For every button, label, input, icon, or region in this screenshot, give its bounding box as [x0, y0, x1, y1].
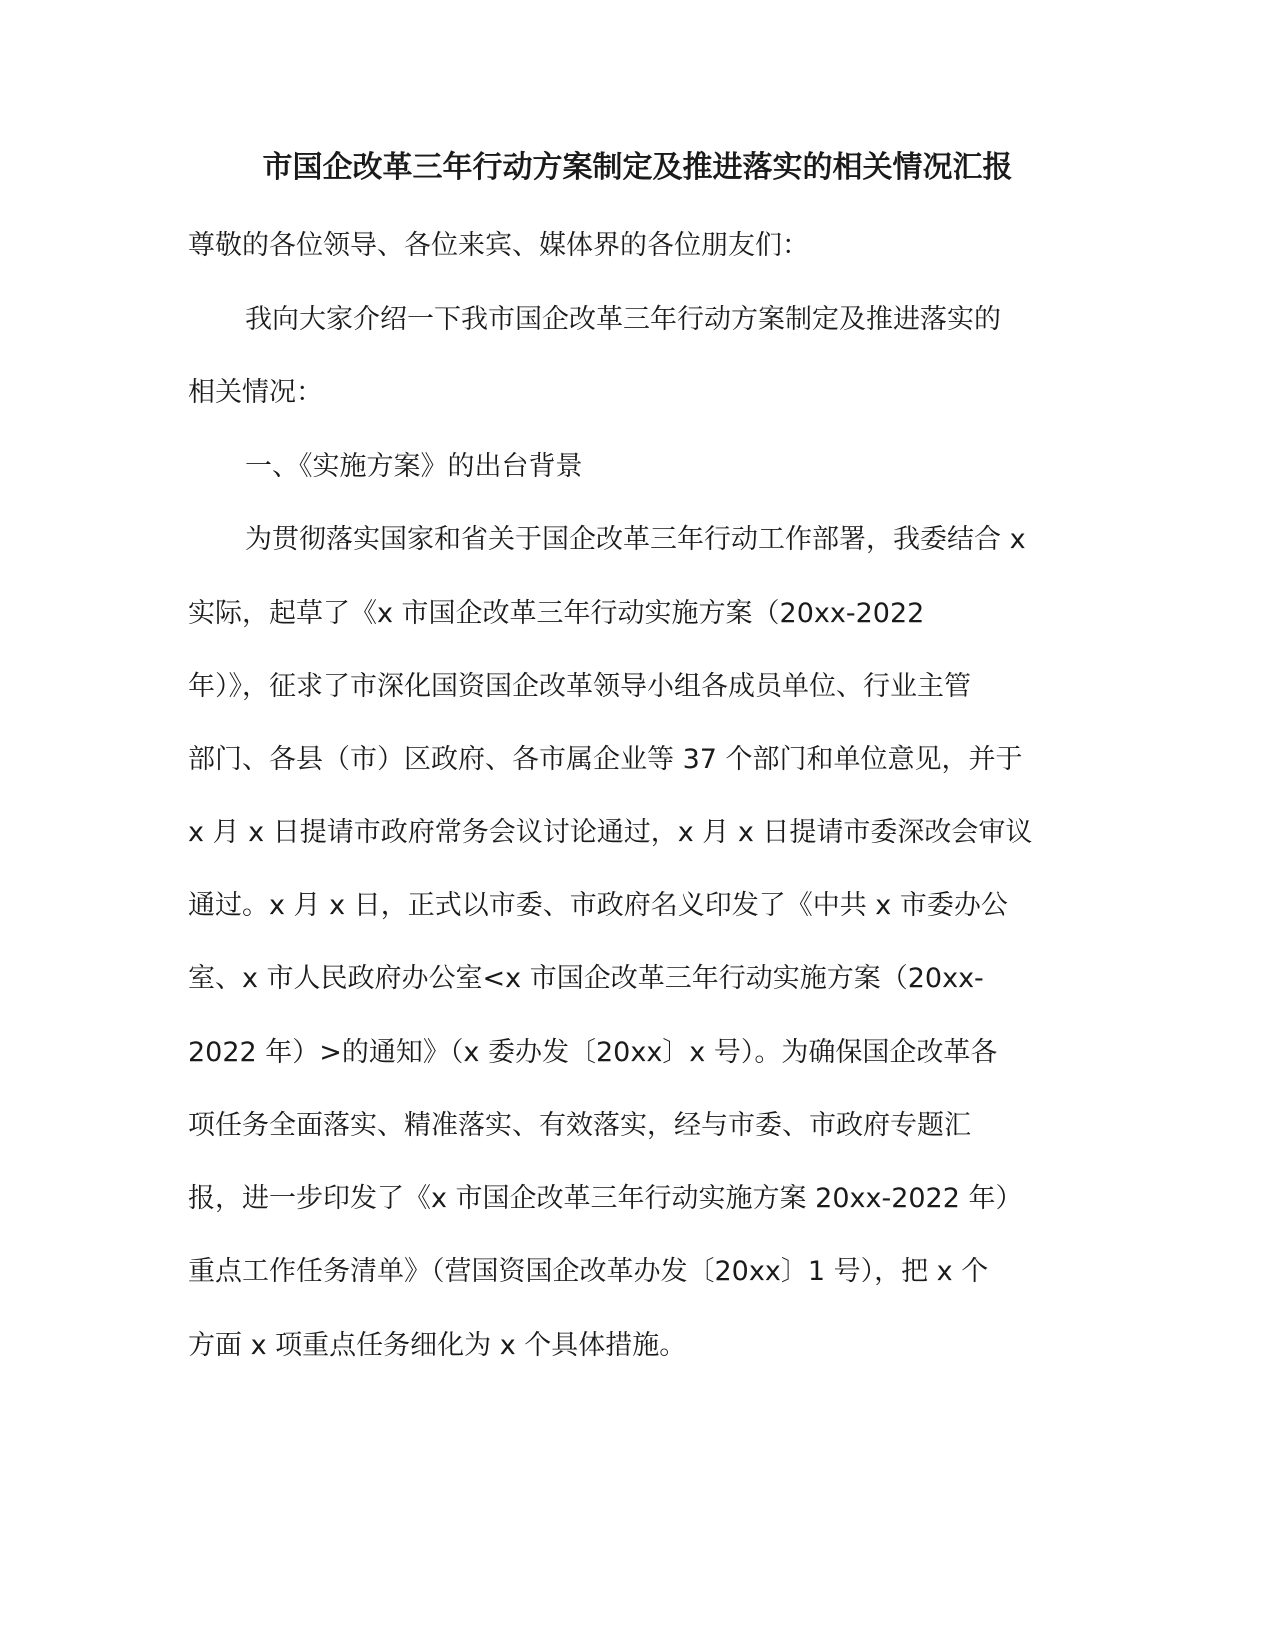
salutation: 尊敬的各位领导、各位来宾、媒体界的各位朋友们：	[188, 230, 809, 261]
body-line: 室、x 市人民政府办公室<x 市国企改革三年行动实施方案（20xx-	[188, 963, 984, 994]
intro-line-1: 我向大家介绍一下我市国企改革三年行动方案制定及推进落实的	[245, 304, 1001, 335]
body-line: 通过。x 月 x 日，正式以市委、市政府名义印发了《中共 x 市委办公	[188, 890, 1008, 921]
body-line: 报，进一步印发了《x 市国企改革三年行动实施方案 20xx-2022 年）	[188, 1183, 1023, 1214]
body-line: 为贯彻落实国家和省关于国企改革三年行动工作部署，我委结合 x	[245, 524, 1026, 555]
intro-line-2: 相关情况：	[188, 377, 323, 408]
body-line: 年）》，征求了市深化国资国企改革领导小组各成员单位、行业主管	[188, 671, 971, 702]
body-line: 实际，起草了《x 市国企改革三年行动实施方案（20xx-2022	[188, 598, 925, 629]
body-line: 重点工作任务清单》（营国资国企改革办发〔20xx〕1 号），把 x 个	[188, 1256, 989, 1287]
document-title: 市国企改革三年行动方案制定及推进落实的相关情况汇报	[262, 150, 1013, 185]
body-line: x 月 x 日提请市政府常务会议讨论通过，x 月 x 日提请市委深改会审议	[188, 817, 1033, 848]
body-line: 部门、各县（市）区政府、各市属企业等 37 个部门和单位意见，并于	[188, 744, 1023, 775]
body-line: 2022 年）>的通知》（x 委办发〔20xx〕x 号）。为确保国企改革各	[188, 1037, 998, 1068]
body-line: 项任务全面落实、精准落实、有效落实，经与市委、市政府专题汇	[188, 1110, 971, 1141]
section-heading: 一、《实施方案》的出台背景	[245, 451, 583, 482]
body-line: 方面 x 项重点任务细化为 x 个具体措施。	[188, 1330, 687, 1361]
